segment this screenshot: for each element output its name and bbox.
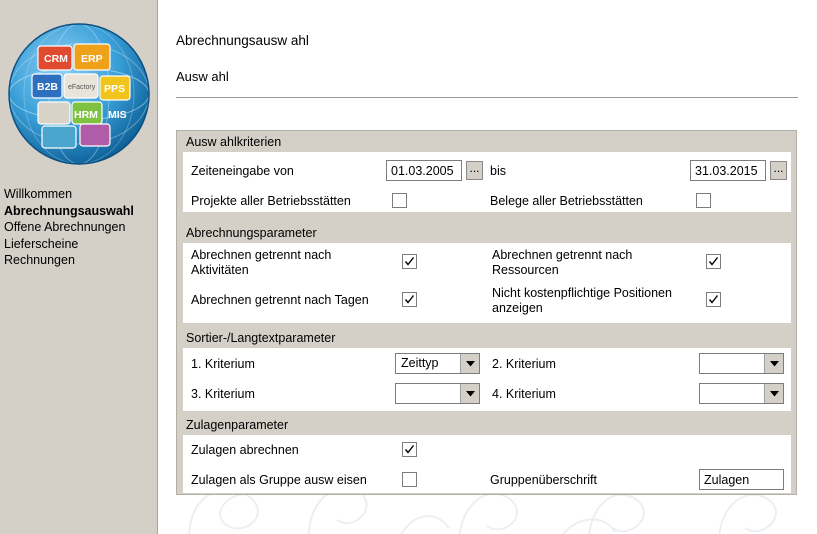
group-title-billing: Abrechnungsparameter <box>186 226 317 240</box>
date-from-browse-button[interactable]: ... <box>466 161 483 180</box>
svg-text:MIS: MIS <box>108 109 127 121</box>
sidebar-nav <box>2 186 156 269</box>
sidebar-item-abrechnungsauswahl[interactable] <box>2 203 156 220</box>
chevron-down-icon[interactable] <box>460 384 479 403</box>
date-from-input[interactable] <box>386 160 462 181</box>
sidebar-item-label: Rechnungen <box>4 253 75 267</box>
checkbox-abrechnen-getrennt-nach-aktivitaeten[interactable] <box>402 254 417 269</box>
date-to-input[interactable] <box>690 160 766 181</box>
label-kriterium-2: 2. Kriterium <box>492 357 556 371</box>
label-bis: bis <box>490 164 506 178</box>
sidebar-item-rechnungen[interactable] <box>2 252 156 269</box>
sidebar <box>0 0 158 534</box>
select-kriterium-4[interactable] <box>699 383 784 404</box>
label-projekte-aller-betriebsstaetten: Projekte aller Betriebsstätten <box>191 194 351 208</box>
checkbox-belege-aller-betriebsstaetten[interactable] <box>696 193 711 208</box>
svg-text:B2B: B2B <box>37 81 59 93</box>
selection-criteria-panel <box>176 130 797 495</box>
sidebar-item-willkommen[interactable] <box>2 186 156 203</box>
checkbox-nicht-kostenpflichtige-positionen-anzeigen[interactable] <box>706 292 721 307</box>
sidebar-item-label: Willkommen <box>4 187 73 201</box>
sidebar-item-lieferscheine[interactable] <box>2 236 156 253</box>
label-zulagen-abrechnen: Zulagen abrechnen <box>191 443 299 457</box>
select-kriterium-2[interactable] <box>699 353 784 374</box>
chevron-down-icon[interactable] <box>460 354 479 373</box>
svg-text:HRM: HRM <box>74 109 98 121</box>
checkbox-abrechnen-getrennt-nach-ressourcen[interactable] <box>706 254 721 269</box>
label-kriterium-4: 4. Kriterium <box>492 387 556 401</box>
group-title-sorting: Sortier-/Langtextparameter <box>186 331 336 345</box>
label-gruppenueberschrift: Gruppenüberschrift <box>490 473 598 487</box>
label-abrechnen-getrennt-nach-aktivitaeten: Abrechnen getrennt nach Aktivitäten <box>191 248 332 277</box>
sidebar-item-label: Abrechnungsauswahl <box>4 203 134 218</box>
label-belege-aller-betriebsstaetten: Belege aller Betriebsstätten <box>490 194 643 208</box>
label-zulagen-als-gruppe-ausweisen: Zulagen als Gruppe ausw eisen <box>191 473 367 487</box>
gruppenueberschrift-input[interactable] <box>699 469 784 490</box>
globe-puzzle-logo-icon <box>8 6 150 182</box>
select-kriterium-1[interactable] <box>395 353 480 374</box>
svg-text:eFactory: eFactory <box>68 84 96 91</box>
sidebar-item-label: Lieferscheine <box>4 236 79 251</box>
sidebar-item-label: Offene Abrechnungen <box>4 220 126 234</box>
label-abrechnen-getrennt-nach-ressourcen: Abrechnen getrennt nach Ressourcen <box>492 248 633 277</box>
chevron-down-icon[interactable] <box>764 354 783 373</box>
label-abrechnen-getrennt-nach-tagen: Abrechnen getrennt nach Tagen <box>191 293 369 307</box>
label-zeiteneingabe-von: Zeiteneingabe von <box>191 164 294 178</box>
date-to-browse-button[interactable]: ... <box>770 161 787 180</box>
group-title-surcharge: Zulagenparameter <box>186 418 289 432</box>
select-kriterium-3[interactable] <box>395 383 480 404</box>
checkbox-abrechnen-getrennt-nach-tagen[interactable] <box>402 292 417 307</box>
page-subtitle: Ausw ahl <box>176 69 229 84</box>
svg-text:CRM: CRM <box>44 53 68 65</box>
svg-text:PPS: PPS <box>104 83 126 95</box>
label-nicht-kostenpflichtige-positionen-anzeigen: Nicht kostenpflichtige Positionen anzeigen <box>492 286 672 315</box>
chevron-down-icon[interactable] <box>764 384 783 403</box>
label-kriterium-3: 3. Kriterium <box>191 387 255 401</box>
select-kriterium-1-value: Zeittyp <box>401 356 439 370</box>
page-title: Abrechnungsausw ahl <box>176 33 309 48</box>
label-kriterium-1: 1. Kriterium <box>191 357 255 371</box>
svg-text:ERP: ERP <box>81 53 103 65</box>
group-title-criteria: Ausw ahlkriterien <box>186 135 282 149</box>
title-divider <box>176 97 798 98</box>
checkbox-projekte-aller-betriebsstaetten[interactable] <box>392 193 407 208</box>
checkbox-zulagen-als-gruppe-ausweisen[interactable] <box>402 472 417 487</box>
checkbox-zulagen-abrechnen[interactable] <box>402 442 417 457</box>
sidebar-item-offene-abrechnungen[interactable] <box>2 219 156 236</box>
